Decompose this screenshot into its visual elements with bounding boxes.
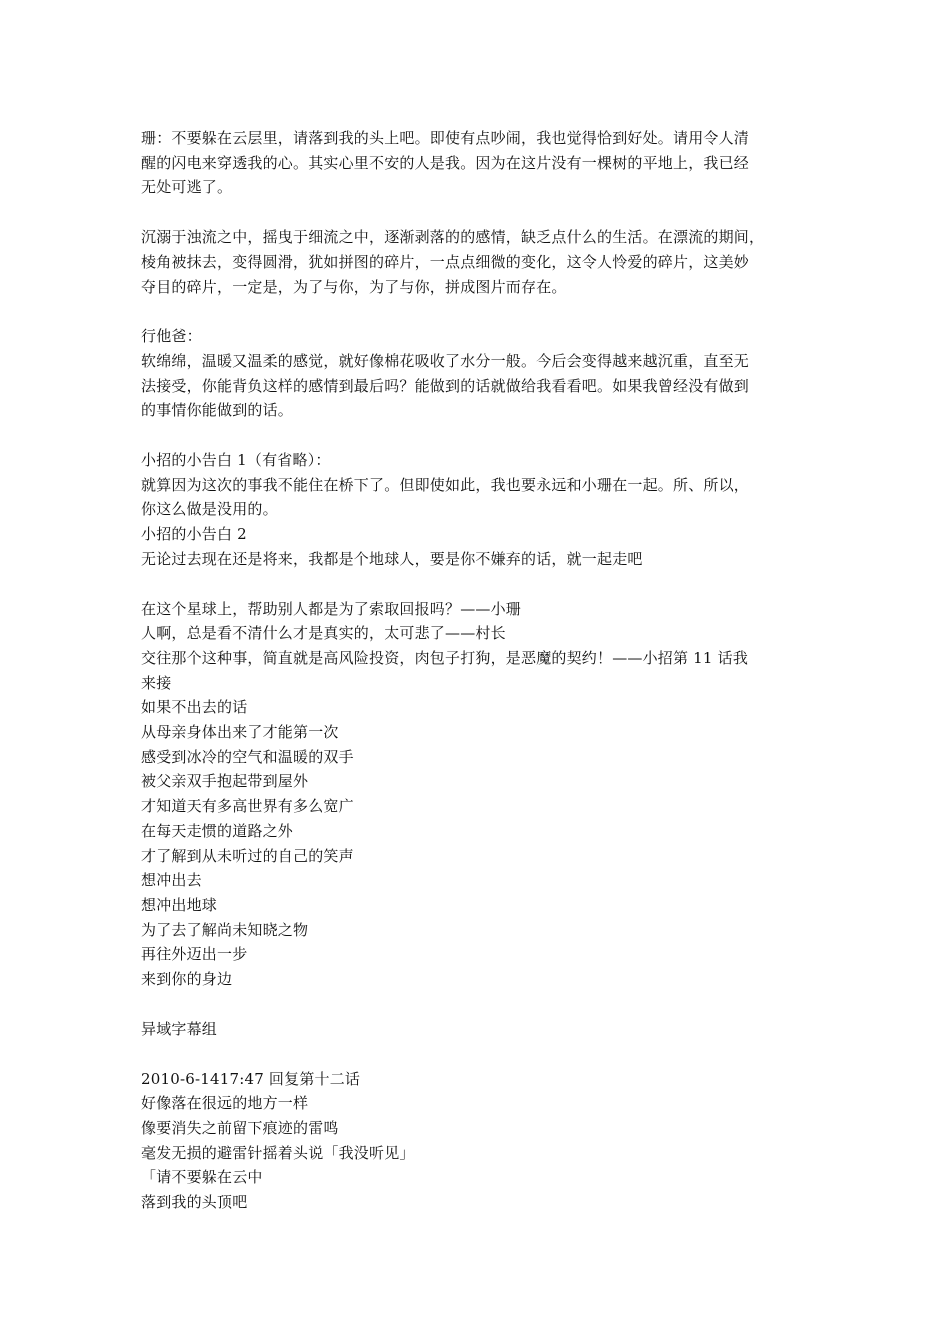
document-body [141, 126, 821, 1240]
text-line: 小招的小告白 2 [141, 525, 247, 544]
text-line: 想冲出地球 [141, 895, 218, 914]
text-line: 从母亲身体出来了才能第一次 [141, 723, 339, 742]
text-line: 法接受，你能背负这样的感情到最后吗？能做到的话就做给我看看吧。如果我曾经没有做到 [141, 376, 750, 395]
text-line: 在每天走惯的道路之外 [141, 821, 294, 840]
text-line: 小招的小告白 1（有省略）： [141, 451, 331, 470]
paragraph [141, 126, 821, 200]
text-line: 在这个星球上，帮助别人都是为了索取回报吗？——小珊 [141, 599, 522, 618]
text-line: 被父亲双手抱起带到屋外 [141, 772, 309, 791]
text-line: 为了去了解尚未知晓之物 [141, 920, 309, 939]
text-line: 行他爸： [141, 327, 202, 346]
paragraph [141, 448, 821, 572]
text-line: 才知道天有多高世界有多么宽广 [141, 797, 354, 816]
text-line: 落到我的头顶吧 [141, 1193, 248, 1212]
text-line: 「请不要躲在云中 [141, 1168, 263, 1187]
text-line: 才了解到从未听过的自己的笑声 [141, 846, 354, 865]
text-line: 异域字幕组 [141, 1019, 218, 1038]
text-line: 交往那个这种事，简直就是高风险投资，肉包子打狗，是恶魔的契约！——小招第 11 话我 [141, 648, 749, 667]
text-line: 来到你的身边 [141, 970, 233, 989]
text-line: 想冲出去 [141, 871, 202, 890]
text-line: 2010-6-1417:47 回复第十二话 [141, 1069, 361, 1088]
text-line: 再往外迈出一步 [141, 945, 248, 964]
text-line: 无处可逃了。 [141, 178, 233, 197]
text-line: 你这么做是没用的。 [141, 500, 278, 519]
text-line: 像要消失之前留下痕迹的雷鸣 [141, 1118, 339, 1137]
text-line: 无论过去现在还是将来，我都是个地球人，要是你不嫌弃的话，就一起走吧 [141, 549, 643, 568]
text-line: 来接 [141, 673, 172, 692]
paragraph [141, 324, 821, 423]
text-line: 棱角被抹去，变得圆滑，犹如拼图的碎片，一点点细微的变化，这令人怜爱的碎片，这美妙 [141, 252, 750, 271]
text-line: 好像落在很远的地方一样 [141, 1094, 309, 1113]
paragraph [141, 597, 821, 992]
text-line: 沉溺于浊流之中，摇曳于细流之中，逐渐剥落的的感情，缺乏点什么的生活。在漂流的期间， [141, 228, 765, 247]
text-line: 就算因为这次的事我不能住在桥下了。但即使如此，我也要永远和小珊在一起。所、所以， [141, 475, 750, 494]
paragraph [141, 225, 821, 299]
text-line: 珊：不要躲在云层里，请落到我的头上吧。即使有点吵闹，我也觉得恰到好处。请用令人清 [141, 129, 750, 147]
text-line: 人啊，总是看不清什么才是真实的，太可悲了——村长 [141, 624, 506, 643]
text-line: 醒的闪电来穿透我的心。其实心里不安的人是我。因为在这片没有一棵树的平地上，我已经 [141, 153, 750, 172]
text-line: 毫发无损的避雷针摇着头说「我没听见」 [141, 1143, 415, 1162]
text-line: 夺目的碎片，一定是，为了与你，为了与你，拼成图片而存在。 [141, 277, 567, 296]
paragraph [141, 1017, 821, 1042]
paragraph [141, 1067, 821, 1215]
text-line: 软绵绵，温暖又温柔的感觉，就好像棉花吸收了水分一般。今后会变得越来越沉重，直至无 [141, 351, 750, 370]
text-line: 如果不出去的话 [141, 698, 248, 717]
text-line: 的事情你能做到的话。 [141, 401, 294, 420]
text-line: 感受到冰冷的空气和温暖的双手 [141, 747, 354, 766]
